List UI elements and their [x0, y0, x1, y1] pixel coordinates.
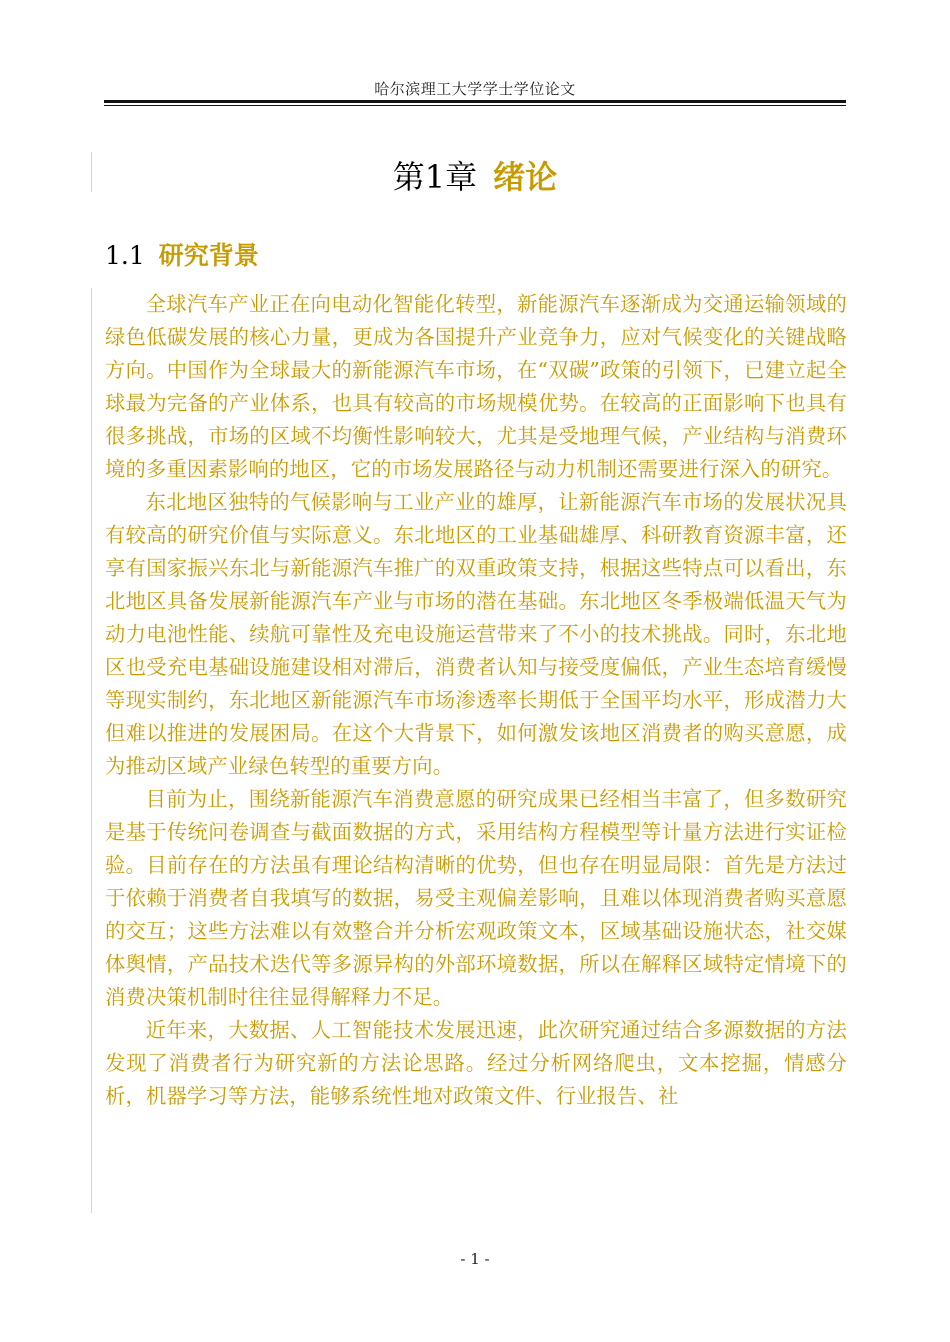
section-number: 1.1 [105, 241, 145, 270]
header-rule [104, 100, 846, 108]
chapter-number: 第1章 [392, 158, 478, 196]
body-text [105, 288, 847, 1113]
paragraph: 全球汽车产业正在向电动化智能化转型，新能源汽车逐渐成为交通运输领域的绿色低碳发展的核心力量，更成为各国提升产业竞争力，应对气候变化的关键战略方向。中国作为全球最大的新能源汽车市场，在“双碳”政策的引领下，已建立起全球最为完备的产业体系，也具有较高的市场规模优势。在较高的正面影响下也具有很多挑战，市场的区域不均衡性影响较大，尤其是受地理气候，产业结构与消费环境的多重因素影响的地区，它的市场发展路径与动力机制还需要进行深入的研究。 [105, 292, 847, 481]
header-rule-thick [104, 100, 846, 103]
page-number: - 1 - [460, 1250, 490, 1268]
paragraph: 近年来，大数据、人工智能技术发展迅速，此次研究通过结合多源数据的方法发现了消费者行为研究新的方法论思路。经过分析网络爬虫，文本挖掘，情感分析，机器学习等方法，能够系统性地对政策文件、行业报告、社 [105, 1018, 847, 1108]
paragraph: 目前为止，围绕新能源汽车消费意愿的研究成果已经相当丰富了，但多数研究是基于传统问卷调查与截面数据的方式，采用结构方程模型等计量方法进行实证检验。目前存在的方法虽有理论结构清晰的优势，但也存在明显局限：首先是方法过于依赖于消费者自我填写的数据，易受主观偏差影响，且难以体现消费者购买意愿的交互；这些方法难以有效整合并分析宏观政策文本，区域基础设施状态，社交媒体舆情，产品技术迭代等多源异构的外部环境数据，所以在解释区域特定情境下的消费决策机制时往往显得解释力不足。 [105, 787, 847, 1009]
paragraph: 东北地区独特的气候影响与工业产业的雄厚，让新能源汽车市场的发展状况具有较高的研究价值与实际意义。东北地区的工业基础雄厚、科研教育资源丰富，还享有国家振兴东北与新能源汽车推广的双重政策支持，根据这些特点可以看出，东北地区具备发展新能源汽车产业与市场的潜在基础。东北地区冬季极端低温天气为动力电池性能、续航可靠性及充电设施运营带来了不小的技术挑战。同时，东北地区也受充电基础设施建设相对滞后，消费者认知与接受度偏低，产业生态培育缓慢等现实制约，东北地区新能源汽车市场渗透率长期低于全国平均水平，形成潜力大但难以推进的发展困局。在这个大背景下，如何激发该地区消费者的购买意愿，成为推动区域产业绿色转型的重要方向。 [105, 490, 847, 778]
section-heading [105, 236, 259, 272]
header-rule-thin [104, 105, 846, 106]
left-margin-mark-body [91, 288, 92, 1213]
section-title: 研究背景 [158, 241, 259, 270]
running-header: 哈尔滨理工大学学士学位论文 [374, 80, 576, 98]
chapter-heading [0, 152, 950, 198]
chapter-title: 绪论 [493, 158, 558, 196]
